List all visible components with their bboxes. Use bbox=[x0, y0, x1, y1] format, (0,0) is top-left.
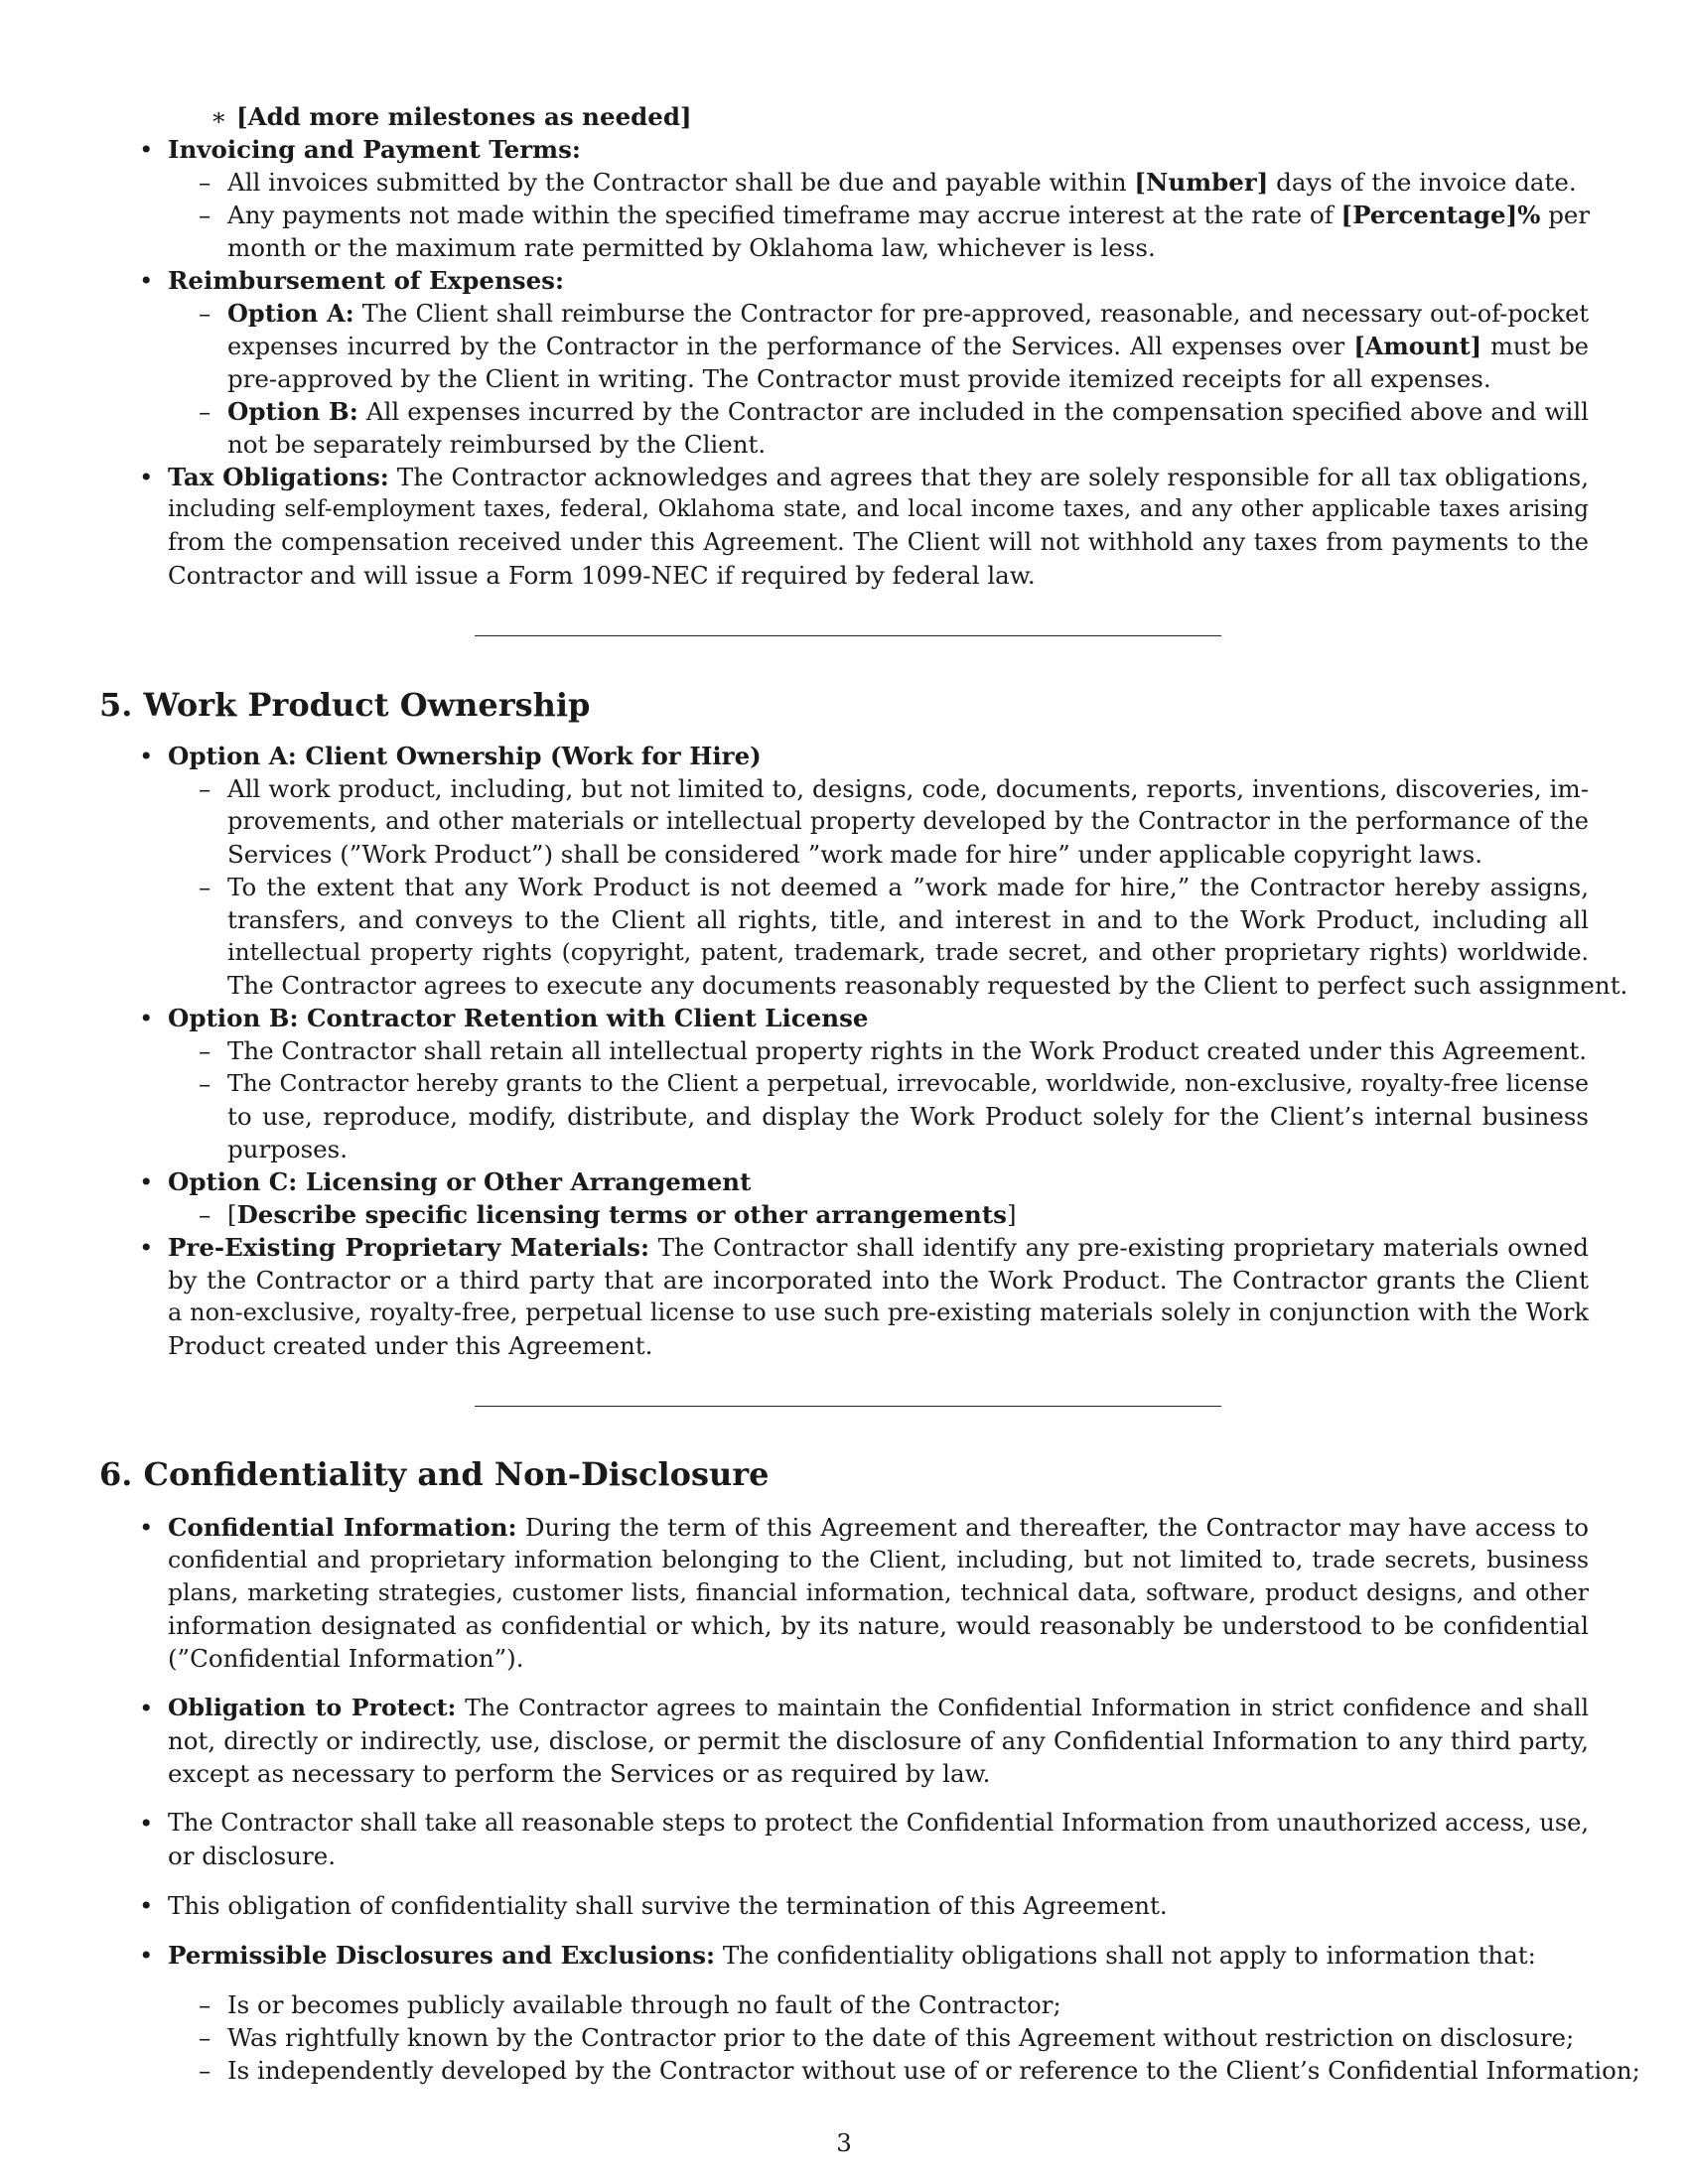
option-b-label: Option B: bbox=[227, 397, 358, 426]
preexisting-line-3: a non-exclusive, royalty-free, perpetual license to use such pre-existing materials solely in conjunction with the Work bbox=[168, 1298, 1589, 1326]
invoicing-item-1: All invoices submitted by the Contractor shall be due and payable within [Number] days of the invoice date. bbox=[227, 168, 1577, 197]
bullet-icon: • bbox=[139, 1891, 154, 1920]
bullet-icon: • bbox=[139, 1809, 154, 1838]
asterisk-bullet-icon: ∗ bbox=[211, 102, 227, 131]
bullet-icon: • bbox=[139, 1004, 154, 1032]
invoicing-item-2-line-1: Any payments not made within the specified timeframe may accrue interest at the rate of [Percentage]% per bbox=[227, 201, 1591, 229]
exclusion-item-2: Was rightfully known by the Contractor prior to the date of this Agreement without restriction on disclosure; bbox=[227, 2023, 1575, 2052]
option-c-ownership-heading: Option C: Licensing or Other Arrangement bbox=[168, 1167, 752, 1196]
section-divider bbox=[475, 1406, 1221, 1407]
invoicing-heading: Invoicing and Payment Terms: bbox=[168, 135, 581, 164]
dash-bullet-icon: – bbox=[199, 2023, 211, 2052]
ownership-b2-line-1: The Contractor hereby grants to the Client a perpetual, irrevocable, worldwide, non-exclusive, royalty-free license bbox=[227, 1069, 1589, 1097]
bullet-icon: • bbox=[139, 1167, 154, 1196]
reasonable-steps-line-1: The Contractor shall take all reasonable steps to protect the Confidential Information from unauthorized access, use, bbox=[168, 1809, 1589, 1837]
survival-clause: This obligation of confidentiality shall survive the termination of this Agreement. bbox=[168, 1891, 1168, 1920]
ownership-a2-line-3: intellectual property rights (copyright, patent, trademark, trade secret, and other proprietary rights) worldwide. bbox=[227, 938, 1589, 966]
bullet-icon: • bbox=[139, 1941, 154, 1970]
option-b-ownership-heading: Option B: Contractor Retention with Client License bbox=[168, 1004, 869, 1032]
dash-bullet-icon: – bbox=[199, 201, 211, 229]
exclusion-item-3: Is independently developed by the Contractor without use of or reference to the Client’s Confidential Information; bbox=[227, 2056, 1640, 2085]
reimbursement-option-b-line-2: not be separately reimbursed by the Client. bbox=[227, 430, 767, 459]
obligation-label: Obligation to Protect: bbox=[168, 1694, 457, 1721]
page-number: 3 bbox=[836, 2128, 852, 2157]
obligation-line-1: Obligation to Protect: The Contractor agrees to maintain the Confidential Information in strict confidence and shall bbox=[168, 1694, 1589, 1721]
confidential-info-line-3: plans, marketing strategies, customer lists, financial information, technical data, software, product designs, and other bbox=[168, 1578, 1589, 1606]
section-6-heading: 6. Confidentiality and Non-Disclosure bbox=[99, 1455, 770, 1493]
preexisting-line-2: by the Contractor or a third party that are incorporated into the Work Product. The Contractor grants the Client bbox=[168, 1266, 1589, 1295]
ownership-b2-line-3: purposes. bbox=[227, 1135, 349, 1163]
ownership-a2-line-1: To the extent that any Work Product is not deemed a ”work made for hire,” the Contractor hereby assigns, bbox=[227, 873, 1589, 901]
ownership-a1-line-2: provements, and other materials or intellectual property developed by the Contractor in the performance of the bbox=[227, 807, 1589, 835]
bullet-icon: • bbox=[139, 1513, 154, 1542]
dash-bullet-icon: – bbox=[199, 1200, 211, 1229]
bullet-icon: • bbox=[139, 742, 154, 770]
reimbursement-option-b-line-1: Option B: All expenses incurred by the Contractor are included in the compensation specified above and will bbox=[227, 397, 1589, 426]
amount-placeholder: [Amount] bbox=[1353, 332, 1482, 360]
preexisting-line-1: Pre-Existing Proprietary Materials: The Contractor shall identify any pre-existing proprietary materials owned bbox=[168, 1233, 1589, 1262]
invoicing-item-2-line-2: month or the maximum rate permitted by Oklahoma law, whichever is less. bbox=[227, 233, 1156, 262]
ownership-a2-line-4: The Contractor agrees to execute any documents reasonably requested by the Client to perfect such assignment. bbox=[227, 971, 1628, 1000]
reimbursement-option-a-line-1: Option A: The Client shall reimburse the Contractor for pre-approved, reasonable, and necessary out-of-pocket bbox=[227, 299, 1589, 328]
confidential-info-line-4: information designated as confidential or which, by its nature, would reasonably be understood to be confidential bbox=[168, 1611, 1589, 1640]
bullet-icon: • bbox=[139, 463, 154, 491]
preexisting-line-4: Product created under this Agreement. bbox=[168, 1331, 653, 1360]
dash-bullet-icon: – bbox=[199, 397, 211, 426]
bullet-icon: • bbox=[139, 1233, 154, 1262]
obligation-line-3: except as necessary to perform the Services or as required by law. bbox=[168, 1759, 991, 1788]
dash-bullet-icon: – bbox=[199, 1069, 211, 1098]
reasonable-steps-line-2: or disclosure. bbox=[168, 1842, 336, 1870]
ownership-b1: The Contractor shall retain all intellectual property rights in the Work Product created under this Agreement. bbox=[227, 1036, 1587, 1065]
bullet-icon: • bbox=[139, 1694, 154, 1722]
ownership-a2-line-2: transfers, and conveys to the Client all rights, title, and interest in and to the Work Product, including all bbox=[227, 905, 1589, 934]
tax-line-4: Contractor and will issue a Form 1099-NEC if required by federal law. bbox=[168, 561, 1036, 590]
bullet-icon: • bbox=[139, 135, 154, 164]
dash-bullet-icon: – bbox=[199, 1990, 211, 2019]
dash-bullet-icon: – bbox=[199, 2056, 211, 2085]
confidential-info-line-1: Confidential Information: During the term of this Agreement and thereafter, the Contractor may have access to bbox=[168, 1513, 1590, 1542]
obligation-line-2: not, directly or indirectly, use, disclose, or permit the disclosure of any Confidential Information to any third party, bbox=[168, 1726, 1589, 1755]
dash-bullet-icon: – bbox=[199, 1036, 211, 1065]
number-placeholder: [Number] bbox=[1134, 168, 1269, 197]
ownership-a1-line-3: Services (”Work Product”) shall be considered ”work made for hire” under applicable copyright laws. bbox=[227, 840, 1482, 869]
dash-bullet-icon: – bbox=[199, 168, 211, 197]
licensing-placeholder: Describe specific licensing terms or other arrangements bbox=[236, 1200, 1007, 1229]
section-5-heading: 5. Work Product Ownership bbox=[99, 686, 591, 724]
confidential-info-line-5: (”Confidential Information”). bbox=[168, 1644, 524, 1673]
dash-bullet-icon: – bbox=[199, 774, 211, 803]
dash-bullet-icon: – bbox=[199, 873, 211, 901]
bullet-icon: • bbox=[139, 266, 154, 295]
tax-line-3: from the compensation received under this Agreement. The Client will not withhold any taxes from payments to the bbox=[168, 528, 1589, 556]
ownership-c1: [Describe specific licensing terms or other arrangements] bbox=[227, 1200, 1017, 1229]
percentage-placeholder: [Percentage]% bbox=[1340, 201, 1541, 229]
confidential-info-label: Confidential Information: bbox=[168, 1513, 517, 1542]
confidential-info-line-2: confidential and proprietary information belonging to the Client, including, but not limited to, trade secrets, business bbox=[168, 1546, 1589, 1573]
option-a-label: Option A: bbox=[227, 299, 354, 328]
preexisting-label: Pre-Existing Proprietary Materials: bbox=[168, 1233, 649, 1262]
tax-line-1: Tax Obligations: The Contractor acknowledges and agrees that they are solely responsible for all tax obligations, bbox=[168, 463, 1589, 491]
tax-line-2: including self-employment taxes, federal, Oklahoma state, and local income taxes, and any other applicable taxes arising bbox=[168, 496, 1589, 522]
section-divider bbox=[475, 635, 1221, 636]
permissible-disclosures: Permissible Disclosures and Exclusions: The confidentiality obligations shall not apply to information that: bbox=[168, 1941, 1536, 1970]
ownership-b2-line-2: to use, reproduce, modify, distribute, and display the Work Product solely for the Client’s internal business bbox=[227, 1102, 1589, 1131]
exclusion-item-1: Is or becomes publicly available through no fault of the Contractor; bbox=[227, 1990, 1061, 2019]
reimbursement-heading: Reimbursement of Expenses: bbox=[168, 266, 565, 295]
tax-label: Tax Obligations: bbox=[168, 463, 389, 491]
ownership-a1-line-1: All work product, including, but not limited to, designs, code, documents, reports, inventions, discoveries, im- bbox=[227, 774, 1589, 803]
reimbursement-option-a-line-3: pre-approved by the Client in writing. The Contractor must provide itemized receipts for all expenses. bbox=[227, 364, 1491, 393]
option-a-ownership-heading: Option A: Client Ownership (Work for Hire) bbox=[168, 742, 762, 770]
permissible-label: Permissible Disclosures and Exclusions: bbox=[168, 1941, 716, 1970]
milestone-placeholder: [Add more milestones as needed] bbox=[236, 102, 692, 131]
dash-bullet-icon: – bbox=[199, 299, 211, 328]
reimbursement-option-a-line-2: expenses incurred by the Contractor in the performance of the Services. All expenses over [Amount] must be bbox=[227, 332, 1590, 360]
